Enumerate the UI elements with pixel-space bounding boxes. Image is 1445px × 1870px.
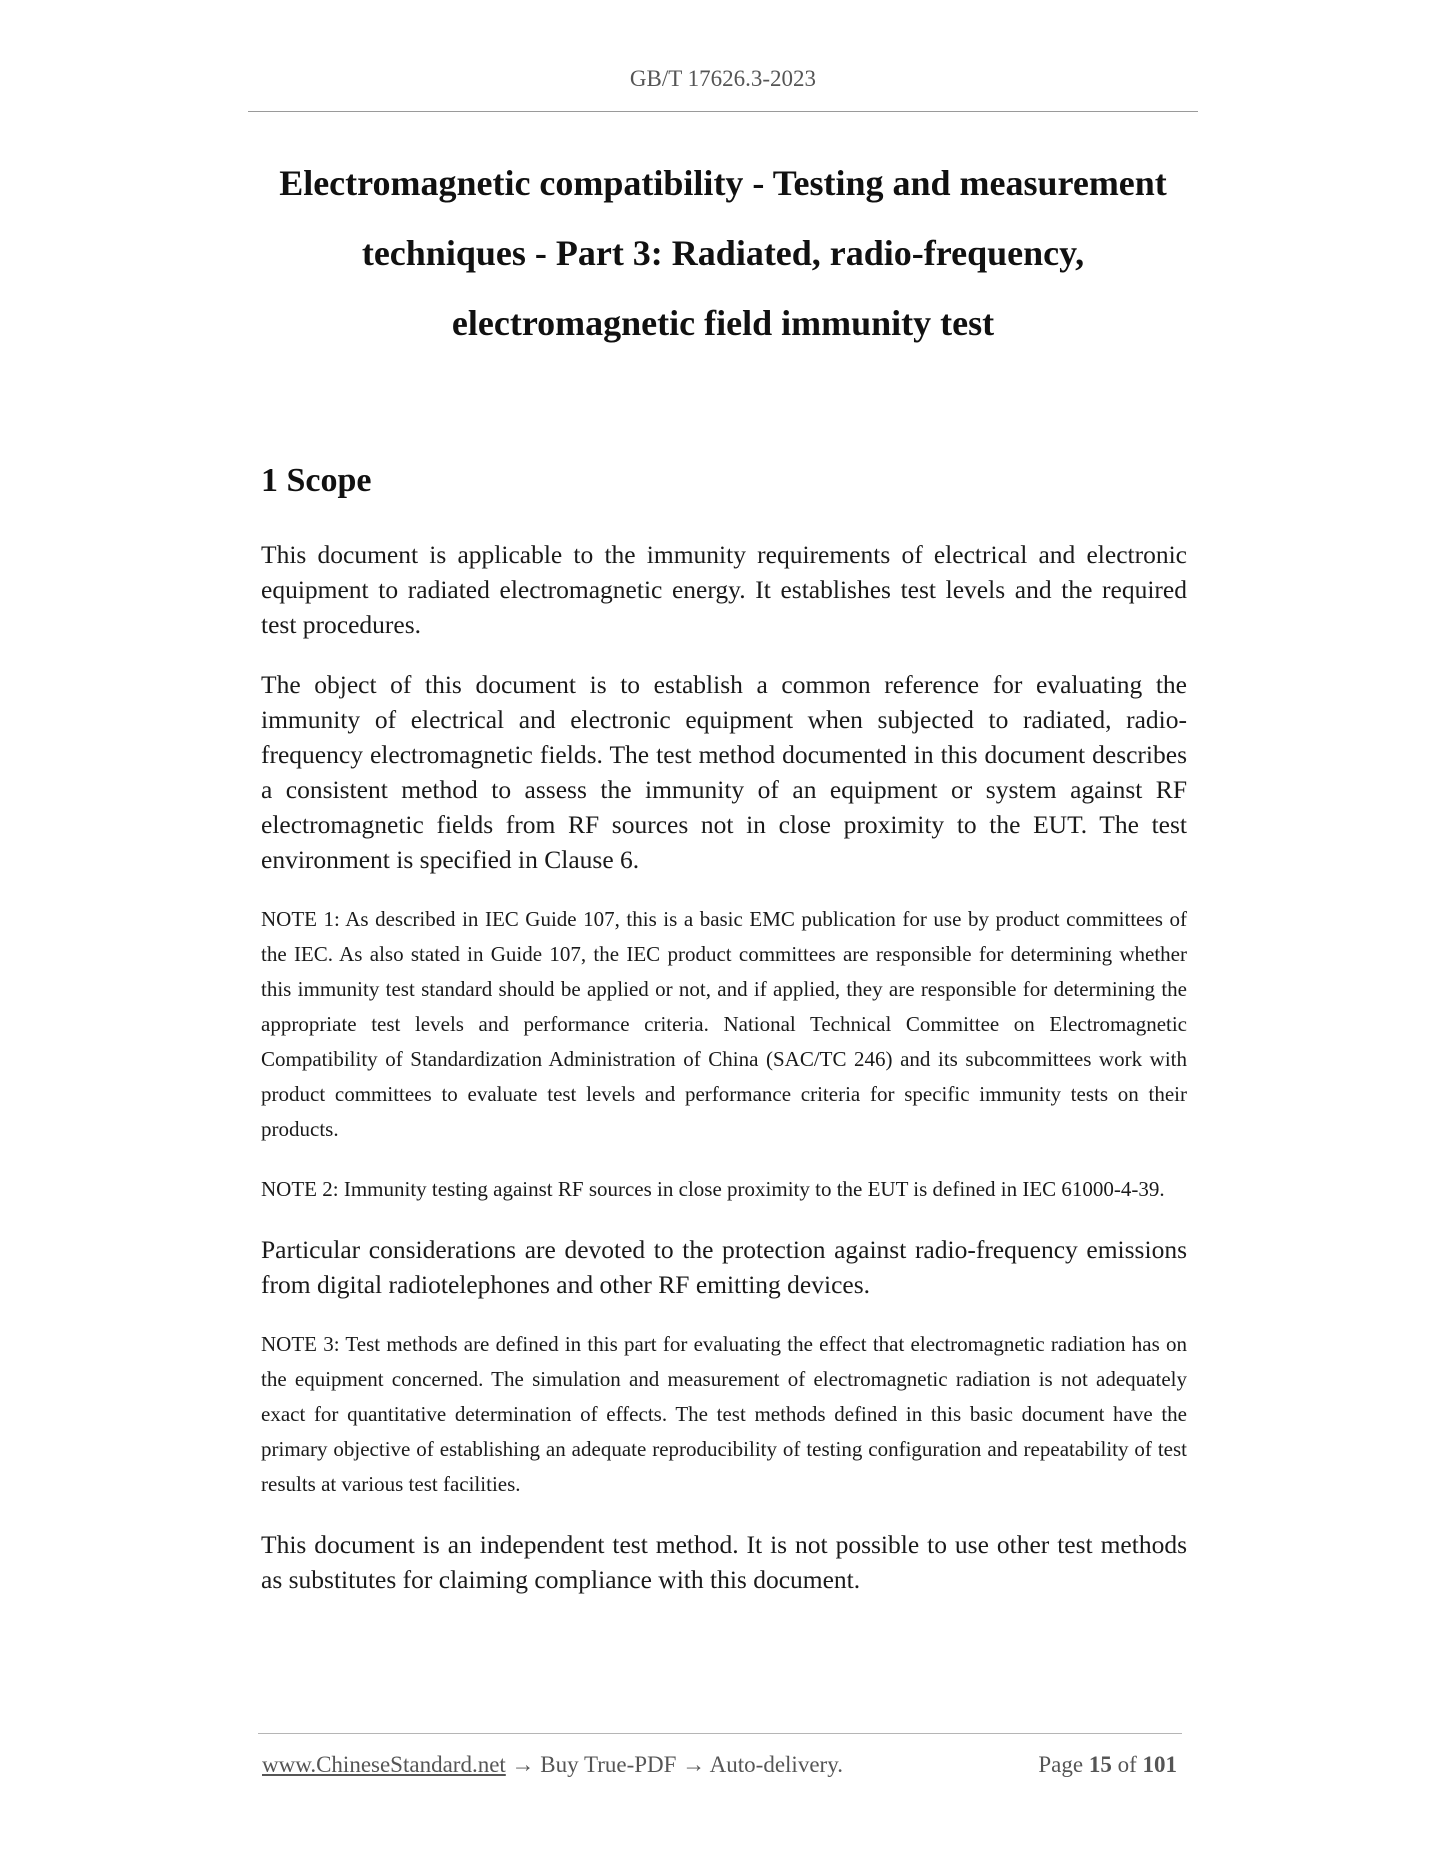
title-line-3: electromagnetic field immunity test (451, 303, 995, 343)
note-3: NOTE 3: Test methods are defined in this part for evaluating the effect that electromagnetic radiation has on the equipment concerned. The simulation and measurement of electromagnetic radiation is not adequately exact for quantitative determination of effects. The test methods defined in this basic document have the primary objective of establishing an adequate reproducibility of testing configuration and repeatability of test results at various test facilities. (261, 1332, 1187, 1496)
site-link[interactable]: www.ChineseStandard.net (262, 1752, 506, 1777)
scope-paragraph-1: This document is applicable to the immunity requirements of electrical and electronic equipment to radiated electromagnetic energy. It establishes test levels and the required test procedures. (261, 540, 1187, 639)
footer-divider (258, 1733, 1182, 1734)
note-1: NOTE 1: As described in IEC Guide 107, this is a basic EMC publication for use by product committees of the IEC. As also stated in Guide 107, the IEC product committees are responsible for determining whether this immunity test standard should be applied or not, and if applied, they are responsible for determining the appropriate test levels and performance criteria. National Technical Committee on Electromagnetic Compatibility of Standardization Administration of China (SAC/TC 246) and its subcommittees work with product committees to evaluate test levels and performance criteria for specific immunity tests on their products. (261, 907, 1187, 1141)
page-label: Page (1038, 1752, 1084, 1777)
scope-paragraph-2: The object of this document is to establish a common reference for evaluating the immunity of electrical and electronic equipment when subjected to radiated, radio-frequency electromagnetic fields. The test method documented in this document describes a consistent method to assess the immunity of an equipment or system against RF electromagnetic fields from RF sources not in close proximity to the EUT. The test environment is specified in Clause 6. (261, 670, 1187, 874)
footer-promo (262, 1752, 843, 1778)
page-of-label: of (1117, 1752, 1137, 1777)
title-line-1: Electromagnetic compatibility - Testing and measurement (279, 163, 1167, 203)
note-2: NOTE 2: Immunity testing against RF sources in close proximity to the EUT is defined in IEC 61000-4-39. (261, 1177, 1165, 1201)
page-current: 15 (1088, 1752, 1112, 1777)
title-line-2: techniques - Part 3: Radiated, radio-frequency, (361, 233, 1085, 273)
document-body (261, 456, 1187, 1622)
arrow-right-icon: → (676, 1752, 710, 1777)
page-total: 101 (1142, 1752, 1177, 1777)
buy-pdf-text: Buy True-PDF (540, 1752, 677, 1777)
arrow-right-icon: → (505, 1752, 541, 1777)
scope-paragraph-3: Particular considerations are devoted to the protection against radio-frequency emissions from digital radiotelephones and other RF emitting devices. (261, 1235, 1187, 1299)
scope-paragraph-4: This document is an independent test method. It is not possible to use other test methods as substitutes for claiming compliance with this document. (261, 1530, 1187, 1594)
document-title (248, 148, 1198, 358)
section-heading-scope: 1 Scope (261, 462, 372, 499)
page-indicator (1038, 1752, 1177, 1778)
document-code-header: GB/T 17626.3-2023 (629, 66, 817, 91)
auto-delivery-text: Auto-delivery. (709, 1752, 843, 1777)
header-divider (248, 111, 1198, 112)
